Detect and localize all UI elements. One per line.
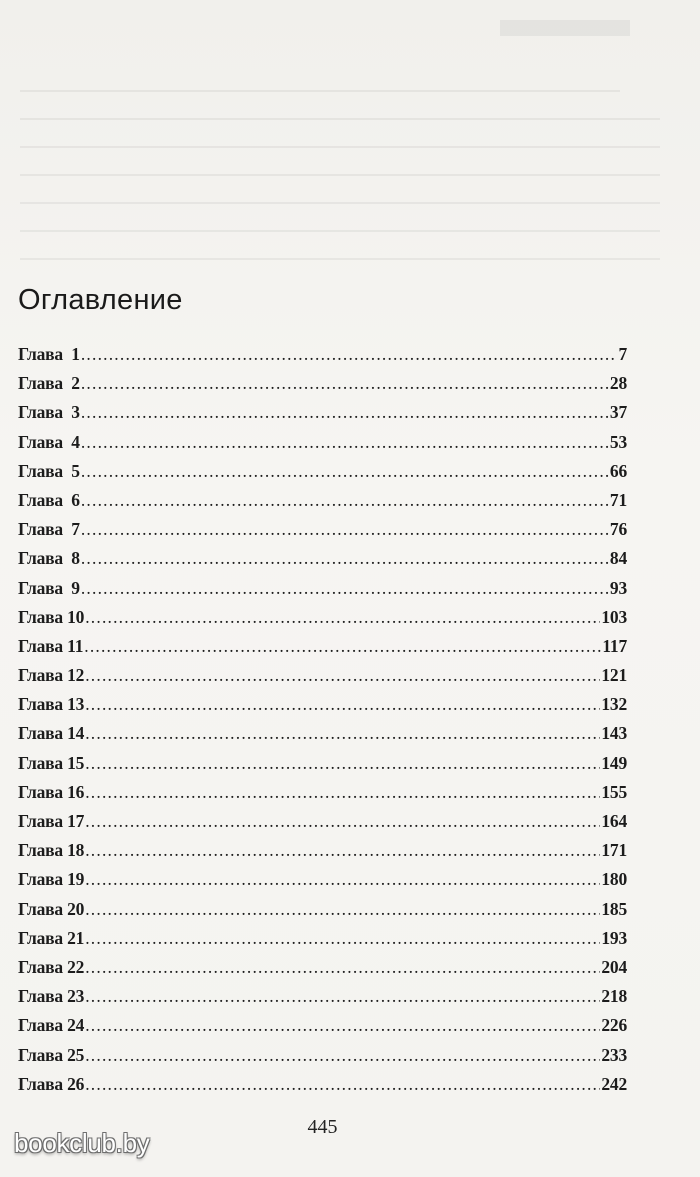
toc-entry — [18, 515, 627, 544]
toc-entry — [18, 661, 627, 690]
dot-leader — [85, 807, 600, 836]
page-number: 445 — [307, 1116, 338, 1138]
chapter-page-number: 132 — [601, 694, 627, 715]
chapter-label: Глава 26 — [18, 1073, 85, 1094]
chapter-page-number: 37 — [609, 402, 627, 423]
chapter-page-number: 93 — [609, 577, 627, 598]
chapter-page-number: 117 — [602, 635, 627, 656]
dot-leader — [85, 661, 600, 690]
dot-leader — [81, 340, 618, 369]
chapter-page-number: 103 — [601, 606, 627, 627]
dot-leader — [81, 428, 609, 457]
chapter-page-number: 193 — [601, 927, 627, 948]
chapter-page-number: 185 — [601, 898, 627, 919]
chapter-page-number: 218 — [601, 986, 627, 1007]
chapter-label: Глава 14 — [18, 723, 85, 744]
chapter-page-number: 164 — [601, 811, 627, 831]
toc-entry — [18, 690, 627, 719]
chapter-label: Глава 21 — [18, 927, 85, 948]
chapter-label: Глава 3 — [18, 402, 80, 423]
dot-leader — [85, 778, 600, 807]
chapter-label: Глава 17 — [18, 811, 85, 831]
toc-entry — [18, 1011, 627, 1040]
chapter-label: Глава 16 — [18, 781, 85, 802]
chapter-page-number: 204 — [601, 956, 627, 977]
toc-title: Оглавление — [18, 284, 183, 316]
toc-entry — [18, 428, 627, 457]
dot-leader — [85, 719, 600, 748]
chapter-label: Глава 2 — [18, 373, 80, 394]
dot-leader — [85, 1011, 600, 1040]
chapter-label: Глава 13 — [18, 694, 85, 715]
dot-leader — [85, 895, 600, 924]
chapter-label: Глава 19 — [18, 869, 85, 890]
chapter-label: Глава 6 — [18, 489, 80, 510]
dot-leader — [85, 1041, 600, 1070]
dot-leader — [81, 486, 609, 515]
chapter-page-number: 71 — [609, 489, 627, 510]
toc-entry — [18, 486, 627, 515]
dot-leader — [81, 515, 609, 544]
chapter-label: Глава 5 — [18, 460, 80, 481]
chapter-page-number: 233 — [601, 1044, 627, 1065]
chapter-label: Глава 7 — [18, 519, 80, 540]
dot-leader — [85, 982, 600, 1011]
toc-entry — [18, 778, 627, 807]
toc-entry — [18, 895, 627, 924]
chapter-page-number: 171 — [601, 840, 627, 861]
toc-entry — [18, 749, 627, 778]
dot-leader — [81, 398, 609, 427]
dot-leader — [85, 690, 600, 719]
chapter-label: Глава 8 — [18, 548, 80, 569]
chapter-label: Глава 22 — [18, 956, 85, 977]
toc-list — [18, 340, 627, 1099]
dot-leader — [84, 632, 601, 661]
dot-leader — [85, 1070, 600, 1099]
toc-entry — [18, 953, 627, 982]
chapter-page-number: 180 — [601, 869, 627, 890]
chapter-label: Глава 11 — [18, 635, 84, 656]
chapter-label: Глава 23 — [18, 986, 85, 1007]
toc-entry — [18, 632, 627, 661]
dot-leader — [81, 544, 609, 573]
chapter-page-number: 66 — [609, 460, 627, 481]
dot-leader — [81, 369, 609, 398]
chapter-page-number: 155 — [601, 781, 627, 802]
chapter-label: Глава 24 — [18, 1015, 85, 1036]
chapter-page-number: 76 — [609, 519, 627, 540]
toc-entry — [18, 398, 627, 427]
chapter-label: Глава 4 — [18, 431, 80, 452]
chapter-page-number: 121 — [601, 665, 627, 686]
chapter-label: Глава 12 — [18, 665, 85, 686]
toc-entry — [18, 603, 627, 632]
dot-leader — [85, 749, 600, 778]
toc-entry — [18, 574, 627, 603]
chapter-label: Глава 18 — [18, 840, 85, 861]
chapter-page-number: 149 — [601, 752, 627, 773]
dot-leader — [81, 574, 609, 603]
toc-entry — [18, 924, 627, 953]
chapter-label: Глава 20 — [18, 898, 85, 919]
dot-leader — [85, 836, 600, 865]
dot-leader — [85, 953, 600, 982]
chapter-label: Глава 15 — [18, 752, 85, 773]
dot-leader — [85, 603, 600, 632]
chapter-page-number: 143 — [601, 723, 627, 744]
chapter-label: Глава 25 — [18, 1044, 85, 1065]
toc-entry — [18, 1070, 627, 1099]
dot-leader — [85, 865, 600, 894]
chapter-page-number: 242 — [601, 1073, 627, 1094]
watermark-logo: bookclub.by — [14, 1128, 150, 1158]
chapter-page-number: 53 — [609, 431, 627, 452]
toc-entry — [18, 1041, 627, 1070]
toc-entry — [18, 982, 627, 1011]
toc-entry — [18, 836, 627, 865]
chapter-label: Глава 1 — [18, 344, 80, 364]
chapter-page-number: 7 — [618, 344, 627, 364]
chapter-page-number: 226 — [601, 1015, 627, 1036]
toc-entry — [18, 369, 627, 398]
dot-leader — [85, 924, 600, 953]
chapter-page-number: 28 — [609, 373, 627, 394]
toc-entry — [18, 544, 627, 573]
chapter-page-number: 84 — [609, 548, 627, 569]
chapter-label: Глава 9 — [18, 577, 80, 598]
chapter-label: Глава 10 — [18, 606, 85, 627]
toc-entry — [18, 807, 627, 836]
toc-entry — [18, 340, 627, 369]
dot-leader — [81, 457, 609, 486]
toc-entry — [18, 865, 627, 894]
toc-entry — [18, 719, 627, 748]
toc-entry — [18, 457, 627, 486]
